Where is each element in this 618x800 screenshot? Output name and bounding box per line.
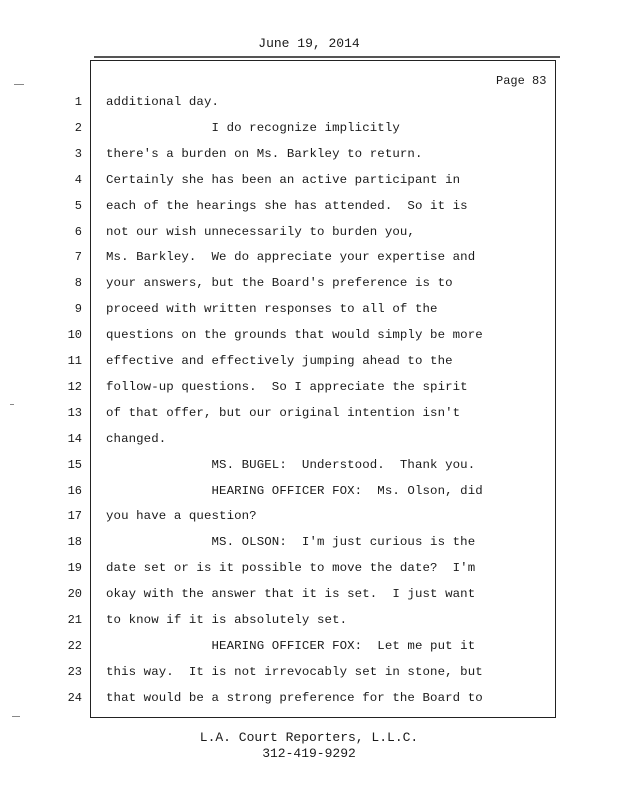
- line-text: HEARING OFFICER FOX: Let me put it: [106, 638, 476, 653]
- line-number: 17: [67, 509, 82, 524]
- line-text: I do recognize implicitly: [106, 120, 400, 135]
- line-text: MS. OLSON: I'm just curious is the: [106, 535, 476, 550]
- line-text: Certainly she has been an active participant in: [106, 172, 461, 187]
- line-number: 19: [67, 561, 82, 576]
- line-number: 18: [67, 535, 82, 550]
- scan-speck: [10, 404, 14, 405]
- line-text: additional day.: [106, 95, 220, 109]
- line-text: HEARING OFFICER FOX: Ms. Olson, did: [106, 483, 483, 498]
- line-number: 7: [74, 250, 82, 265]
- scan-speck: [14, 84, 24, 85]
- footer-phone: 312-419-9292: [262, 746, 356, 761]
- line-text: okay with the answer that it is set. I just want: [106, 587, 476, 602]
- line-number: 15: [67, 457, 82, 472]
- line-number: 6: [74, 224, 82, 239]
- line-text: effective and effectively jumping ahead to the: [106, 354, 453, 368]
- line-text: that would be a strong preference for the Board to: [106, 690, 483, 705]
- scan-speck: [12, 716, 20, 717]
- line-number: 24: [67, 690, 82, 705]
- line-text: Ms. Barkley. We do appreciate your expertise and: [106, 250, 476, 265]
- line-number: 9: [74, 302, 82, 317]
- line-text: changed.: [106, 431, 167, 446]
- line-number: 4: [74, 172, 82, 187]
- line-number: 14: [67, 431, 82, 446]
- line-text: to know if it is absolutely set.: [106, 613, 348, 627]
- line-text: each of the hearings she has attended. So it is: [106, 198, 468, 213]
- line-number: 11: [67, 354, 82, 368]
- line-number: 10: [67, 328, 82, 343]
- line-text: not our wish unnecessarily to burden you,: [106, 224, 415, 239]
- line-text: date set or is it possible to move the date? I'm: [106, 561, 476, 576]
- line-number: 1: [74, 95, 82, 109]
- line-text: your answers, but the Board's preference is to: [106, 276, 453, 291]
- line-number: 21: [67, 613, 82, 627]
- frame-top-edge: [94, 56, 560, 58]
- line-number: 8: [74, 276, 82, 291]
- footer-company: L.A. Court Reporters, L.L.C.: [199, 730, 419, 745]
- line-text: MS. BUGEL: Understood. Thank you.: [106, 457, 476, 472]
- line-text: follow-up questions. So I appreciate the spirit: [106, 379, 468, 394]
- header-date: June 19, 2014: [258, 36, 360, 51]
- line-number: 22: [67, 638, 82, 653]
- line-text: this way. It is not irrevocably set in stone, but: [106, 664, 483, 679]
- line-text: of that offer, but our original intention isn't: [106, 405, 461, 420]
- page-number: Page 83: [496, 74, 547, 88]
- line-number: 23: [67, 664, 82, 679]
- line-number: 12: [67, 379, 82, 394]
- line-text: questions on the grounds that would simply be more: [106, 328, 483, 343]
- line-number: 20: [67, 587, 82, 602]
- line-number: 16: [67, 483, 82, 498]
- line-text: proceed with written responses to all of the: [106, 302, 438, 317]
- line-text: you have a question?: [106, 509, 257, 524]
- line-number: 13: [67, 405, 82, 420]
- line-number: 3: [74, 146, 82, 161]
- line-number: 2: [74, 120, 82, 135]
- line-text: there's a burden on Ms. Barkley to return.: [106, 146, 423, 161]
- line-number: 5: [74, 198, 82, 213]
